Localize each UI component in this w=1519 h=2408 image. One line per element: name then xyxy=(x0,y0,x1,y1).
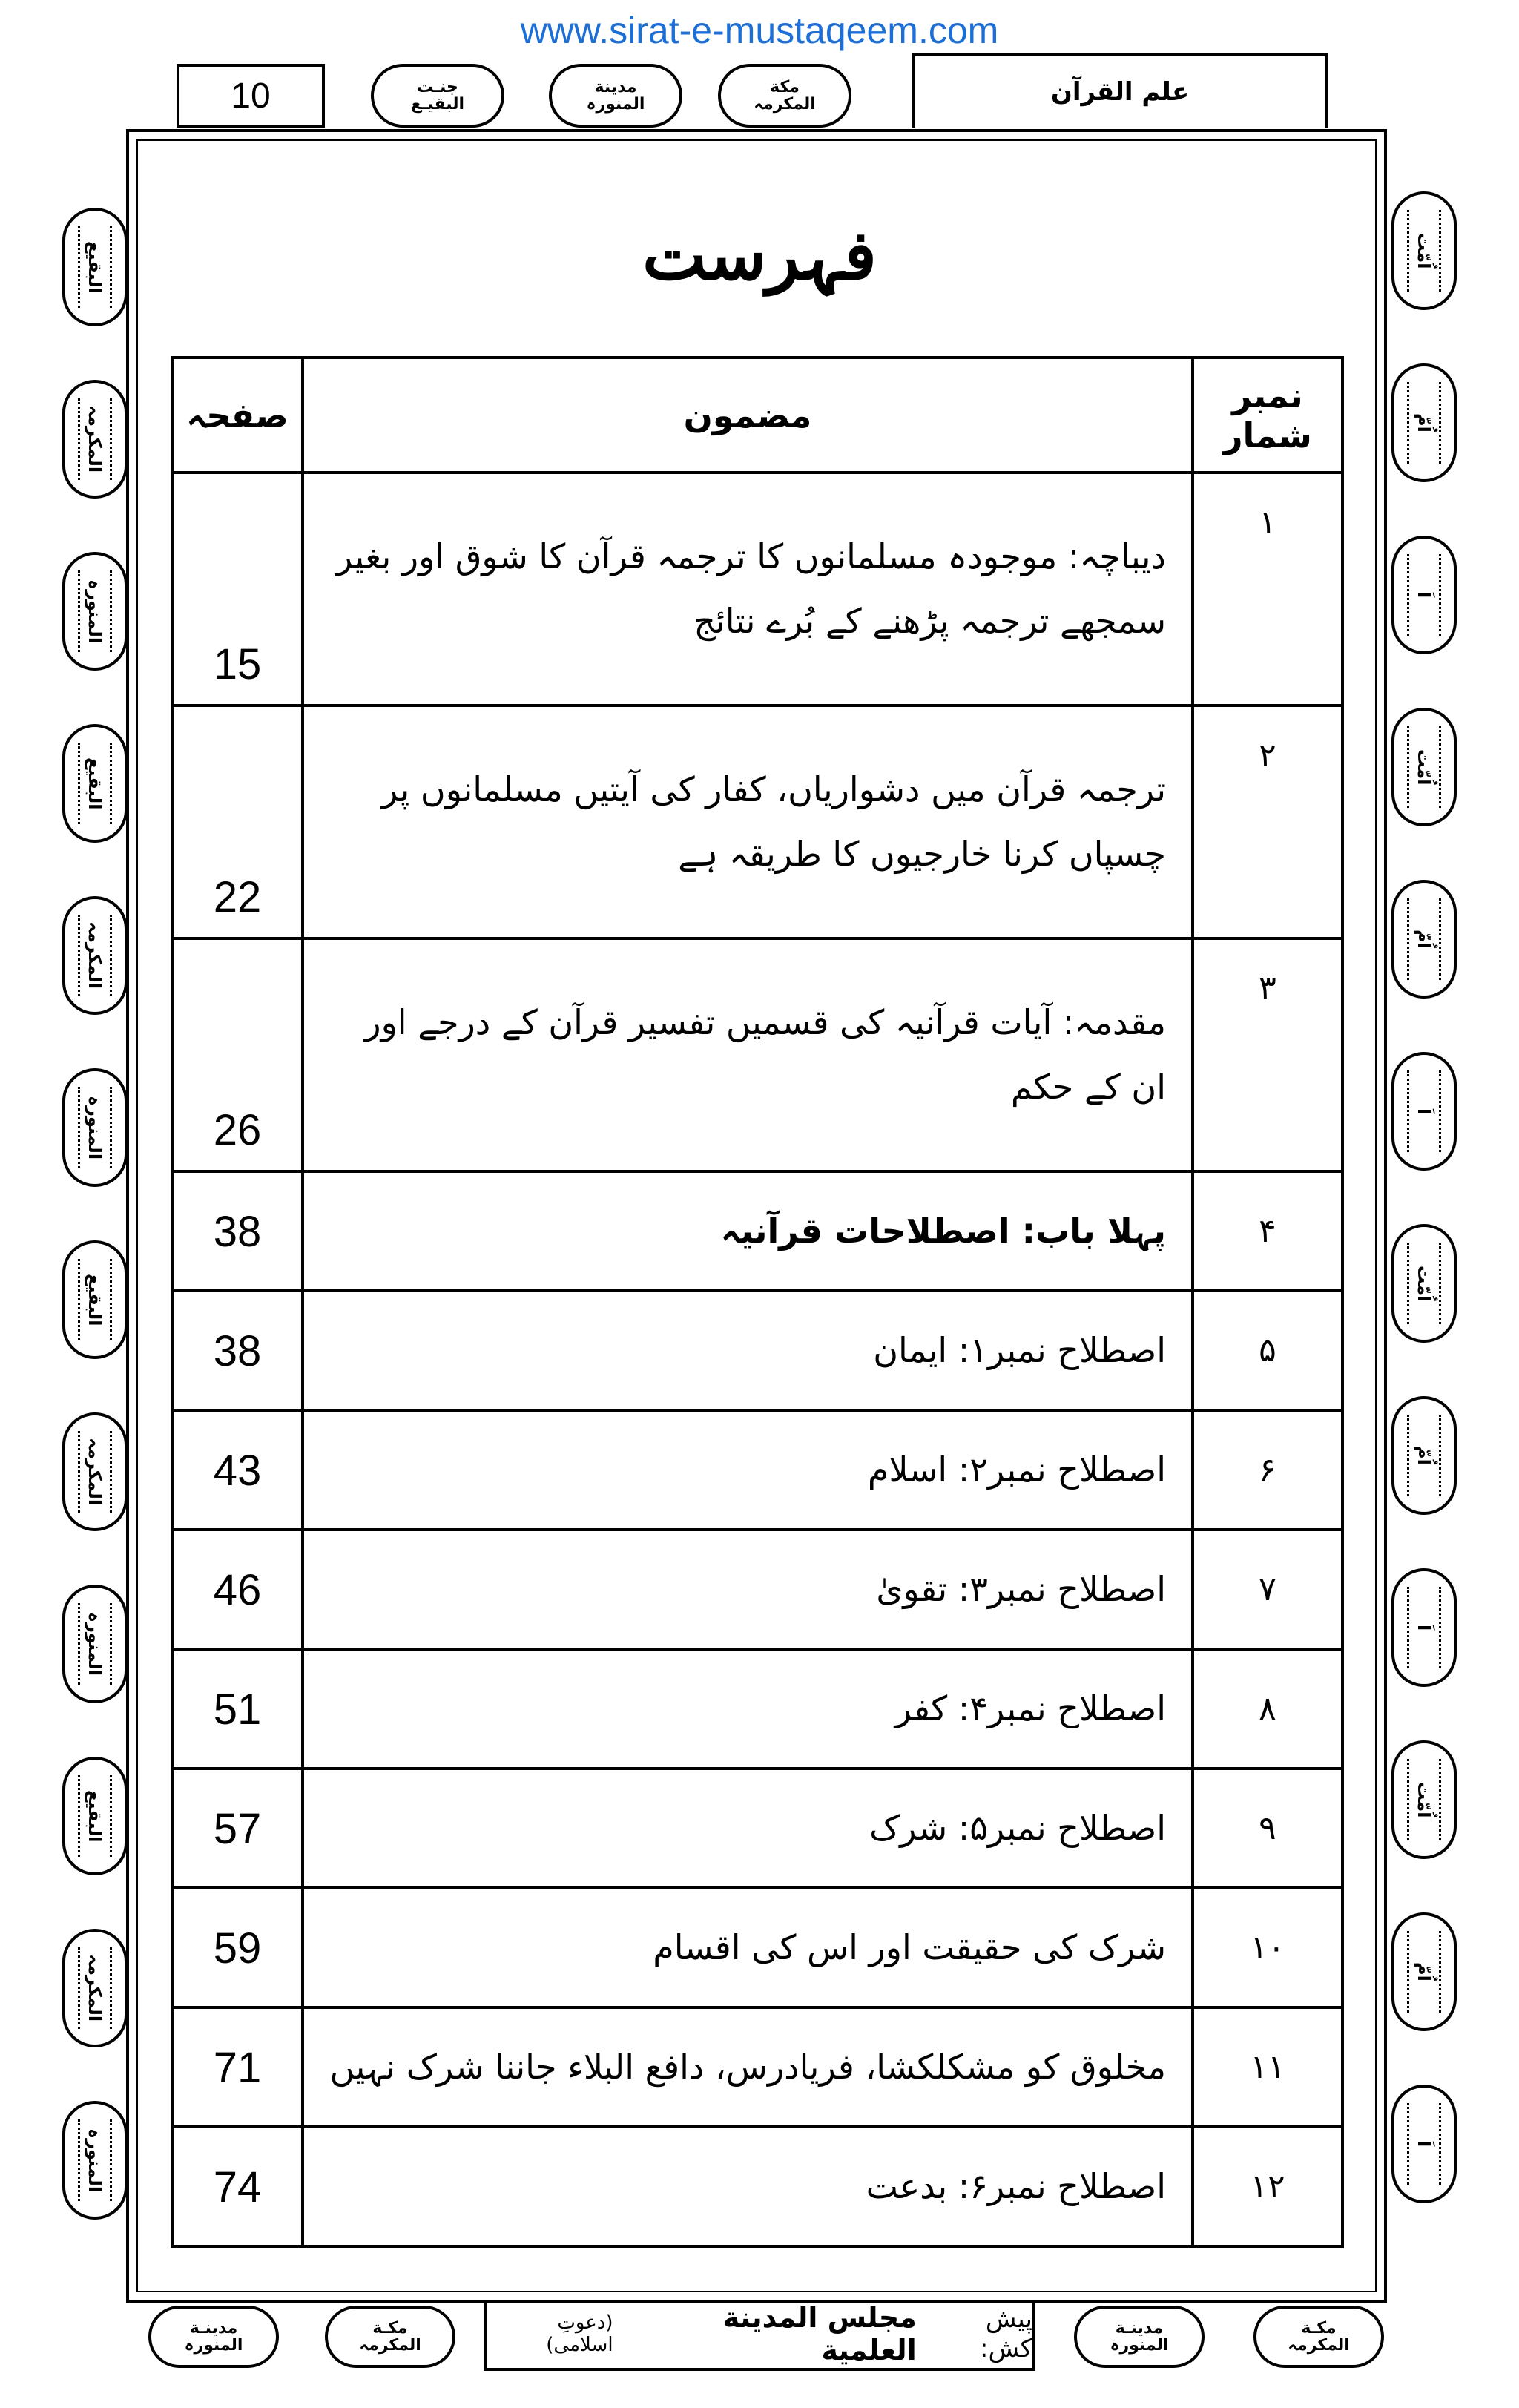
header-badge-madina xyxy=(549,64,682,128)
row-page: 51 xyxy=(172,1649,303,1769)
row-number: ۷ xyxy=(1193,1530,1342,1649)
row-number: ۱۰ xyxy=(1193,1888,1342,2007)
page-heading: فہرست xyxy=(642,215,877,295)
table-row[interactable] xyxy=(172,473,1342,705)
dawat-label: (دعوتِ اسلامی) xyxy=(546,2312,613,2356)
table-row[interactable] xyxy=(172,1291,1342,1410)
badge-line2: المکرمہ xyxy=(1288,2336,1350,2355)
table-row[interactable] xyxy=(172,705,1342,938)
header-subject: مضمون xyxy=(303,358,1193,473)
header-page: صفحہ xyxy=(172,358,303,473)
side-badge-right-6: اَ xyxy=(1391,1052,1457,1171)
badge-line1: مکـة xyxy=(1301,2318,1337,2338)
row-subject: اصطلاح نمبر۶: بدعت xyxy=(303,2127,1193,2246)
row-number: ۸ xyxy=(1193,1649,1342,1769)
footer-badge-makkah-left xyxy=(325,2306,455,2368)
badge-line1: مكة xyxy=(770,77,800,96)
side-badge-left-6: المنورہ xyxy=(62,1068,128,1187)
page-number: 10 xyxy=(177,64,325,128)
row-page: 59 xyxy=(172,1888,303,2007)
row-number: ۳ xyxy=(1193,938,1342,1171)
row-page: 15 xyxy=(172,473,303,705)
side-badge-left-7: البقیع xyxy=(62,1240,128,1359)
row-subject: اصطلاح نمبر۱: ایمان xyxy=(303,1291,1193,1410)
side-badge-right-9: اَ xyxy=(1391,1568,1457,1687)
row-number: ۴ xyxy=(1193,1171,1342,1291)
row-page: 43 xyxy=(172,1410,303,1530)
badge-line1: مدينـة xyxy=(1115,2318,1164,2338)
side-badge-right-2: اُمّ xyxy=(1391,363,1457,482)
row-page: 46 xyxy=(172,1530,303,1649)
side-badge-right-5: اُمّ xyxy=(1391,880,1457,999)
side-badge-left-8: المکرمہ xyxy=(62,1412,128,1531)
row-number: ۱۲ xyxy=(1193,2127,1342,2246)
row-subject: اصطلاح نمبر۳: تقویٰ xyxy=(303,1530,1193,1649)
table-row[interactable] xyxy=(172,938,1342,1171)
book-title: علم القرآن xyxy=(912,53,1328,128)
row-subject: ترجمہ قرآن میں دشواریاں، کفار کی آیتیں مسلمانوں پر چسپاں کرنا خارجیوں کا طریقہ ہے xyxy=(303,705,1193,938)
side-badge-right-1: اُمّت xyxy=(1391,191,1457,310)
header-number: نمبر شمار xyxy=(1193,358,1342,473)
website-url[interactable]: www.sirat-e-mustaqeem.com xyxy=(520,10,999,51)
side-badge-right-10: اُمّت xyxy=(1391,1740,1457,1859)
table-row[interactable] xyxy=(172,2127,1342,2246)
side-badge-left-3: المنورہ xyxy=(62,552,128,671)
footer-badge-madina-right xyxy=(1074,2306,1205,2368)
row-page: 57 xyxy=(172,1769,303,1888)
row-subject: دیباچہ: موجودہ مسلمانوں کا ترجمہ قرآن کا شوق اور بغیر سمجھے ترجمہ پڑھنے کے بُرے نتائج xyxy=(303,473,1193,705)
side-badge-left-1: البقیع xyxy=(62,208,128,326)
footer-badge-makkah-right xyxy=(1253,2306,1384,2368)
toc-table xyxy=(171,356,1344,2248)
row-page: 38 xyxy=(172,1291,303,1410)
side-badge-right-3: اَ xyxy=(1391,536,1457,654)
row-subject: اصطلاح نمبر۵: شرک xyxy=(303,1769,1193,1888)
badge-line2: البقيـع xyxy=(410,95,465,114)
badge-line1: مکـة xyxy=(372,2318,408,2338)
table-row[interactable] xyxy=(172,1769,1342,1888)
row-subject: اصطلاح نمبر۴: کفر xyxy=(303,1649,1193,1769)
row-page: 74 xyxy=(172,2127,303,2246)
table-row[interactable] xyxy=(172,1649,1342,1769)
table-row[interactable] xyxy=(172,1888,1342,2007)
footer-publisher xyxy=(484,2300,1035,2371)
side-badge-left-10: البقیع xyxy=(62,1757,128,1875)
badge-line2: المنورہ xyxy=(586,95,645,114)
badge-line2: المکرمہ xyxy=(359,2336,421,2355)
side-badge-right-8: اُمّ xyxy=(1391,1396,1457,1515)
row-subject: پہلا باب: اصطلاحات قرآنیہ xyxy=(303,1171,1193,1291)
row-page: 22 xyxy=(172,705,303,938)
organization-name: مجلس المدينة العلمية xyxy=(722,2301,917,2366)
table-header-row xyxy=(172,358,1342,473)
badge-line1: مدينـة xyxy=(189,2318,238,2338)
table-row[interactable] xyxy=(172,2007,1342,2127)
header-badge-makkah xyxy=(718,64,851,128)
row-subject: مقدمہ: آیات قرآنیہ کی قسمیں تفسیر قرآن کے درجے اور ان کے حکم xyxy=(303,938,1193,1171)
side-badge-left-4: البقیع xyxy=(62,724,128,843)
row-subject: اصطلاح نمبر۲: اسلام xyxy=(303,1410,1193,1530)
badge-line1: مدينة xyxy=(594,77,637,96)
row-number: ۱۱ xyxy=(1193,2007,1342,2127)
row-number: ۱ xyxy=(1193,473,1342,705)
side-badge-right-7: اُمّت xyxy=(1391,1224,1457,1343)
badge-line2: المكرمہ xyxy=(754,95,816,114)
side-badge-left-12: المنورہ xyxy=(62,2101,128,2220)
row-number: ۵ xyxy=(1193,1291,1342,1410)
row-number: ۶ xyxy=(1193,1410,1342,1530)
side-badge-left-2: المکرمہ xyxy=(62,380,128,499)
row-subject: شرک کی حقیقت اور اس کی اقسام xyxy=(303,1888,1193,2007)
row-number: ۹ xyxy=(1193,1769,1342,1888)
footer-badge-madina-left xyxy=(148,2306,279,2368)
presented-by-label: پیش کش: xyxy=(980,2304,1032,2363)
header-badge-jannat xyxy=(371,64,504,128)
side-badge-right-4: اُمّت xyxy=(1391,708,1457,826)
badge-line2: المنورہ xyxy=(184,2336,243,2355)
table-row[interactable] xyxy=(172,1171,1342,1291)
side-badge-right-12: اَ xyxy=(1391,2085,1457,2203)
badge-line2: المنورہ xyxy=(1110,2336,1169,2355)
side-badge-right-11: اُمّ xyxy=(1391,1912,1457,2031)
table-row[interactable] xyxy=(172,1410,1342,1530)
row-page: 38 xyxy=(172,1171,303,1291)
row-number: ۲ xyxy=(1193,705,1342,938)
badge-line1: جنـت xyxy=(417,77,458,96)
side-badge-left-5: المکرمہ xyxy=(62,896,128,1015)
table-row[interactable] xyxy=(172,1530,1342,1649)
row-subject: مخلوق کو مشکلکشا، فریادرس، دافع البلاء جاننا شرک نہیں xyxy=(303,2007,1193,2127)
row-page: 71 xyxy=(172,2007,303,2127)
side-badge-left-9: المنورہ xyxy=(62,1585,128,1703)
row-page: 26 xyxy=(172,938,303,1171)
side-badge-left-11: المکرمہ xyxy=(62,1929,128,2047)
